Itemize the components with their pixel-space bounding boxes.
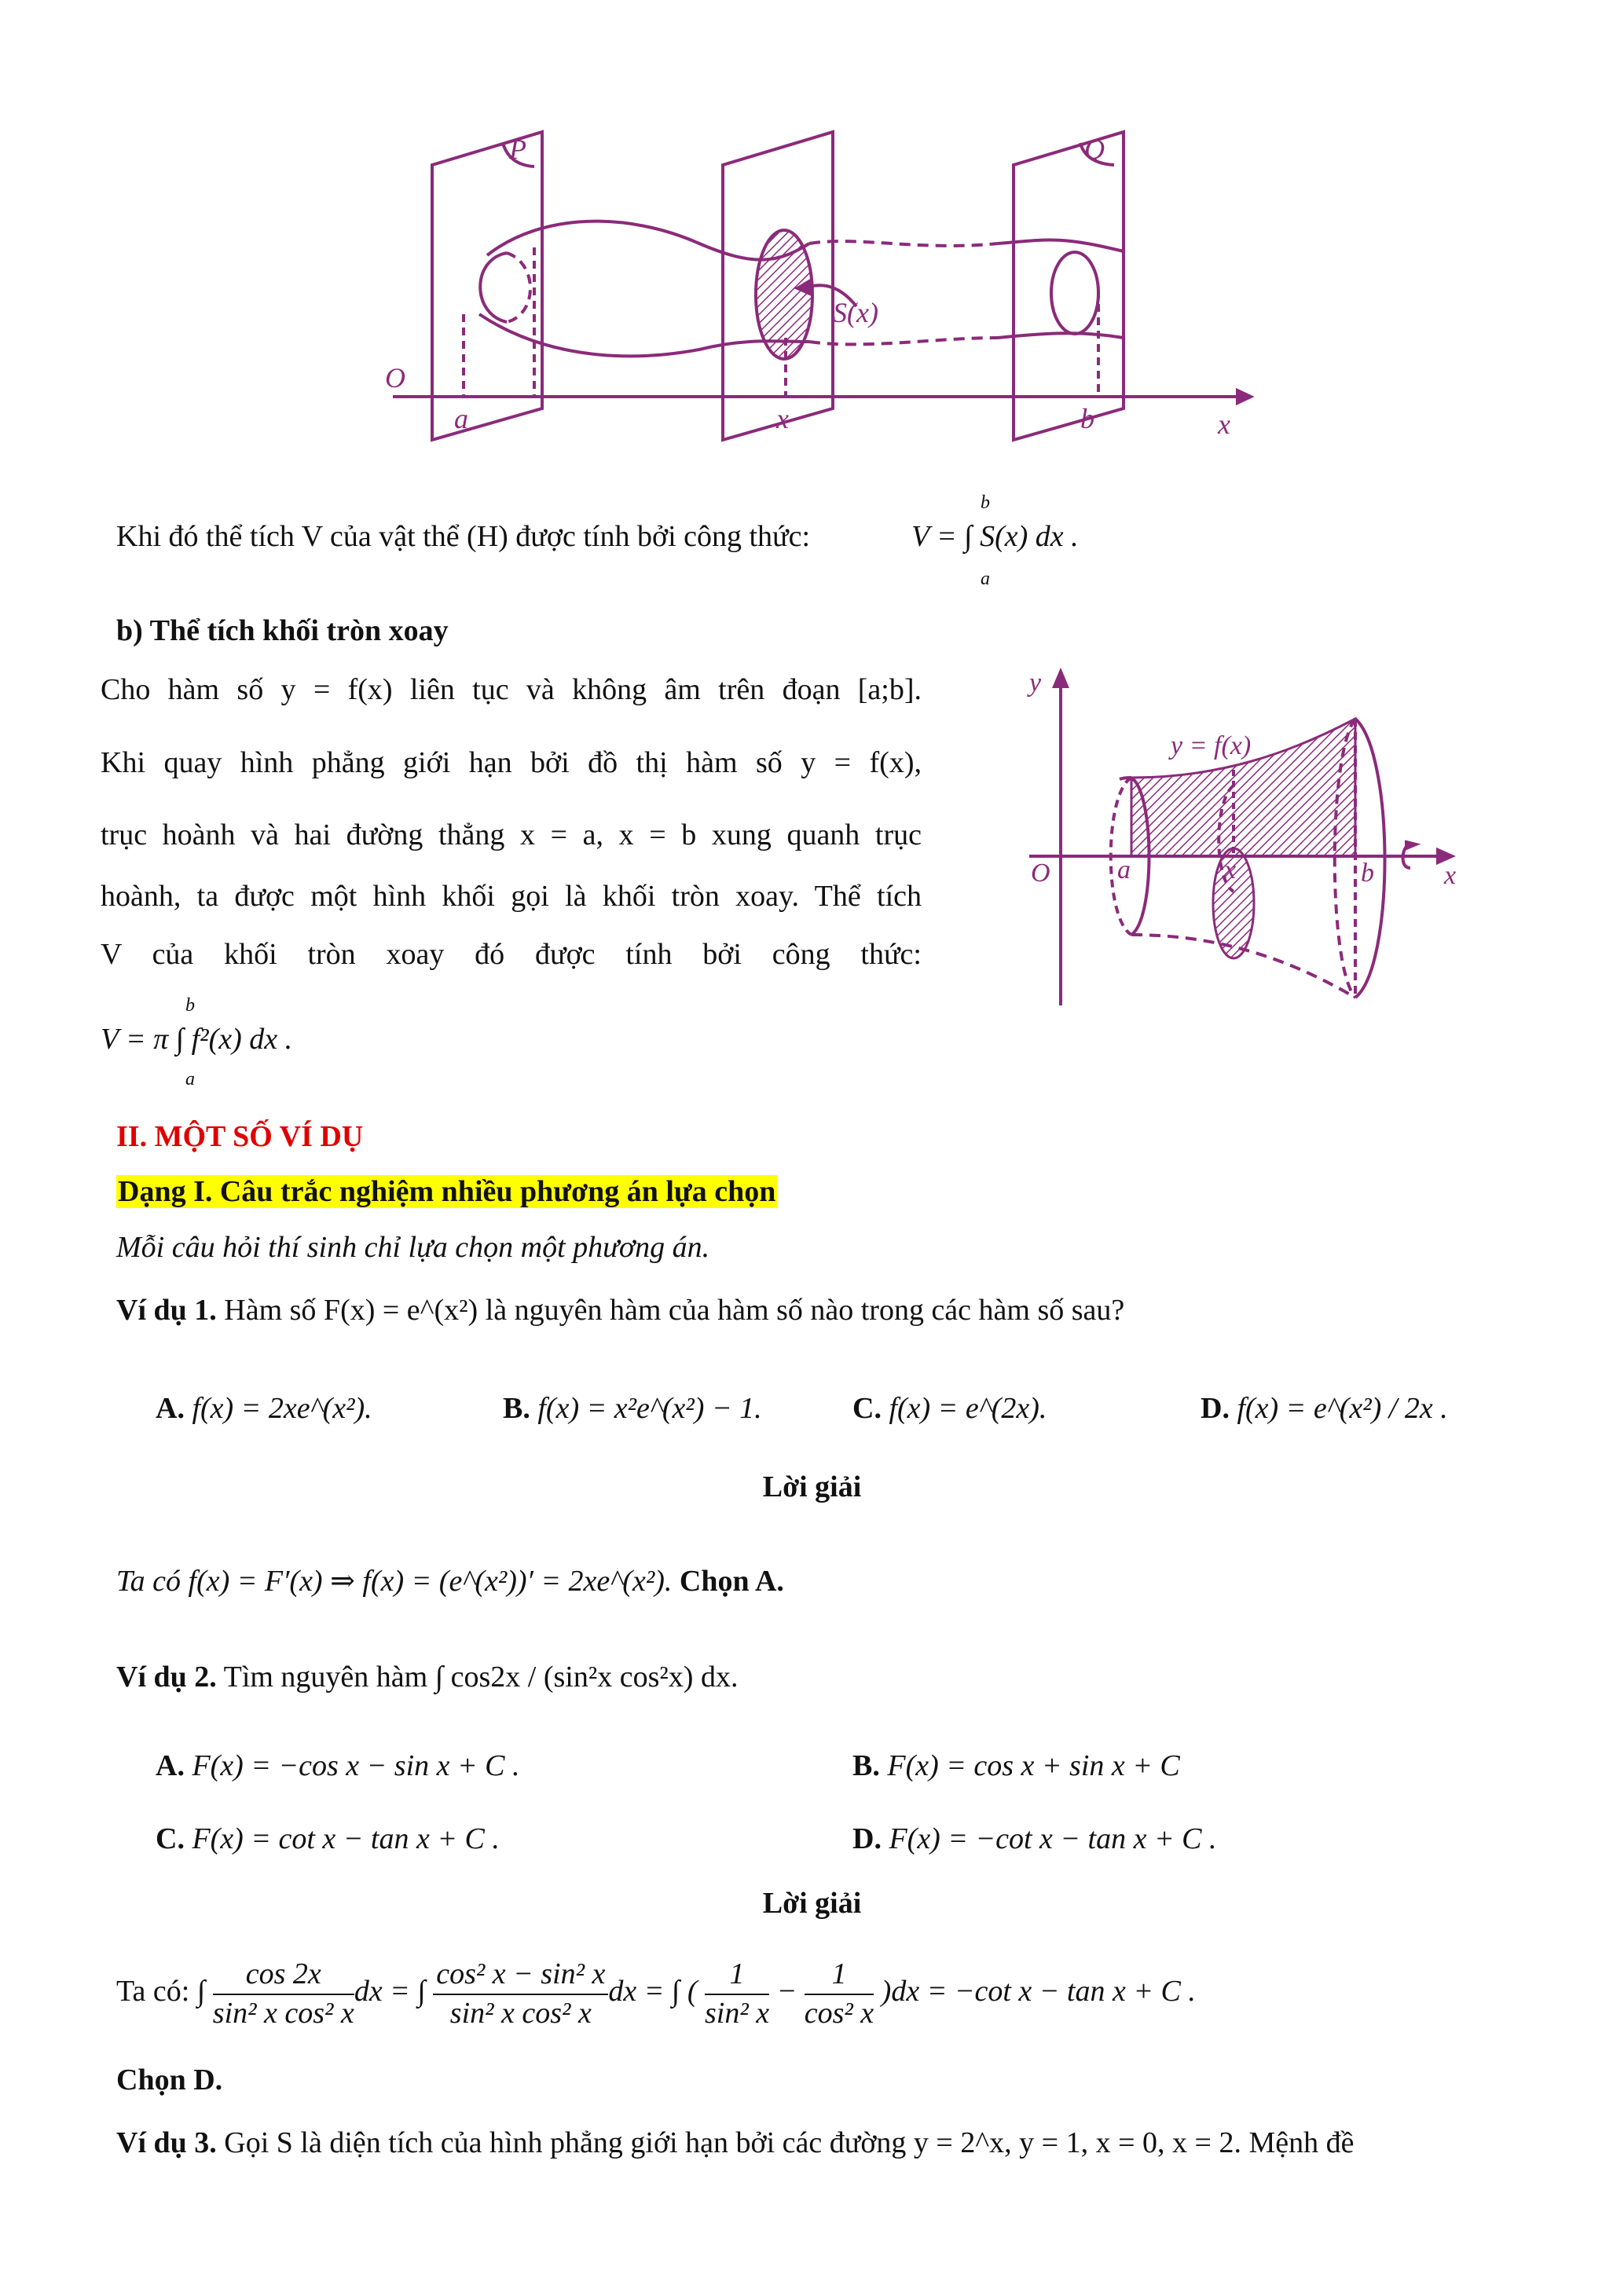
volume-formula-lower-limit: a — [981, 569, 990, 589]
ex2-question: Tìm nguyên hàm ∫ cos2x / (sin²x cos²x) dx. — [223, 1661, 739, 1694]
ex2-solution-prefix: Ta có: — [116, 1975, 190, 2009]
plane-p-label: P — [509, 134, 526, 165]
axis-point-x: x — [776, 403, 789, 434]
ex3-line — [116, 2125, 1355, 2162]
section-b-line2: Khi quay hình phẳng giới hạn bởi đồ thị hàm số y = f(x), — [101, 746, 922, 779]
plane-p — [432, 132, 542, 440]
x-axis-label-2: x — [1444, 861, 1457, 890]
ex2-label: Ví dụ 2. — [116, 1661, 217, 1694]
origin-label: O — [385, 362, 405, 394]
axis-point-b: b — [1080, 403, 1094, 434]
axis-point-a: a — [454, 403, 468, 434]
ex1-question-line — [116, 1292, 1124, 1330]
instruction: Mỗi câu hỏi thí sinh chỉ lựa chọn một phương án. — [116, 1231, 710, 1264]
curve-label: y = f(x) — [1171, 731, 1252, 760]
ex2-solution-result: = −cot x − tan x + C . — [926, 1975, 1196, 2009]
figure-solid-of-revolution — [1014, 668, 1469, 1013]
ex1-question: Hàm số F(x) = e^(x²) là nguyên hàm của hàm số nào trong các hàm số sau? — [224, 1294, 1125, 1327]
ex1-option-c: C. f(x) = e^(2x). — [852, 1392, 1047, 1425]
ex2-option-d: D. F(x) = −cot x − tan x + C . — [852, 1822, 1217, 1855]
figure-solid-cross-section — [369, 126, 1265, 456]
ex2-solution-title: Lời giải — [762, 1887, 862, 1920]
section-b-line1: Cho hàm số y = f(x) liên tục và không âm trên đoạn [a;b]. — [101, 673, 922, 706]
form-heading: Dạng I. Câu trắc nghiệm nhiều phương án lựa chọn — [118, 1175, 776, 1208]
volume-formula-limits: b — [981, 493, 990, 513]
section-b-line4: hoành, ta được một hình khối gọi là khối tròn xoay. Thể tích — [101, 880, 922, 913]
ex1-choice: Chọn A. — [679, 1565, 784, 1598]
volume-formula-text: Khi đó thể tích V của vật thể (H) được tính bởi công thức: — [116, 520, 811, 553]
ex1-solution-line — [116, 1563, 784, 1601]
volume-formula: V = ∫ S(x) dx . — [911, 520, 1079, 553]
plane-q-label: Q — [1084, 134, 1105, 165]
ex2-option-b: B. F(x) = cos x + sin x + C — [852, 1749, 1180, 1782]
axis-label-x: x — [1218, 408, 1230, 440]
plane-q — [1014, 132, 1124, 440]
section-b-line5: V của khối tròn xoay đó được tính bởi công thức: — [101, 938, 922, 971]
ex1-label: Ví dụ 1. — [116, 1294, 217, 1327]
section-label: S(x) — [833, 297, 878, 328]
section-b-lower-limit: a — [185, 1069, 195, 1089]
ex1-solution-title: Lời giải — [762, 1470, 862, 1503]
ex1-solution: Ta có f(x) = F′(x) ⇒ f(x) = (e^(x²))′ = 2xe^(x²). — [116, 1565, 673, 1598]
section-ii-heading: II. MỘT SỐ VÍ DỤ — [116, 1120, 364, 1153]
cross-section — [756, 230, 812, 359]
ex3-text: Gọi S là diện tích của hình phẳng giới hạn bởi các đường y = 2^x, y = 1, x = 0, x = 2. Mệnh đề — [224, 2126, 1355, 2159]
ex2-choice: Chọn D. — [116, 2063, 223, 2096]
ex2-question-line — [116, 1659, 738, 1697]
ex2-option-c: C. F(x) = cot x − tan x + C . — [156, 1822, 500, 1855]
ex2-integral-1: ∫ $\frac{\cos 2x}{\text{sin² x cos² x}}$ dx = ∫ $\frac{\text{cos² x − sin² x}}{\text{sin² x cos² x}}$ dx = ∫ ( $\frac{1}{\text{sin² x}}$ − $\frac{1}{\text{cos² x}}$ )dx — [196, 1957, 920, 2030]
ex2-solution-line — [116, 1956, 1196, 2032]
origin-label-2: O — [1031, 859, 1050, 888]
ex1-option-a: A. f(x) = 2xe^(x²). — [156, 1392, 372, 1425]
ex2-option-a: A. F(x) = −cos x − sin x + C . — [156, 1749, 520, 1782]
section-b-upper-limit: b — [185, 995, 195, 1016]
ex3-label: Ví dụ 3. — [116, 2126, 217, 2159]
section-b-line3: trục hoành và hai đường thẳng x = a, x = b xung quanh trục — [101, 818, 922, 851]
point-b: b — [1361, 859, 1374, 888]
section-b-heading: b) Thể tích khối tròn xoay — [116, 614, 449, 647]
point-a: a — [1117, 855, 1131, 884]
section-b-formula: V = π ∫ f²(x) dx . — [101, 1023, 293, 1056]
ex1-option-b: B. f(x) = x²e^(x²) − 1. — [503, 1392, 762, 1425]
point-x: x — [1224, 855, 1237, 884]
y-axis-label: y — [1029, 668, 1042, 698]
ex1-option-d: D. f(x) = e^(x²) / 2x . — [1201, 1392, 1448, 1425]
